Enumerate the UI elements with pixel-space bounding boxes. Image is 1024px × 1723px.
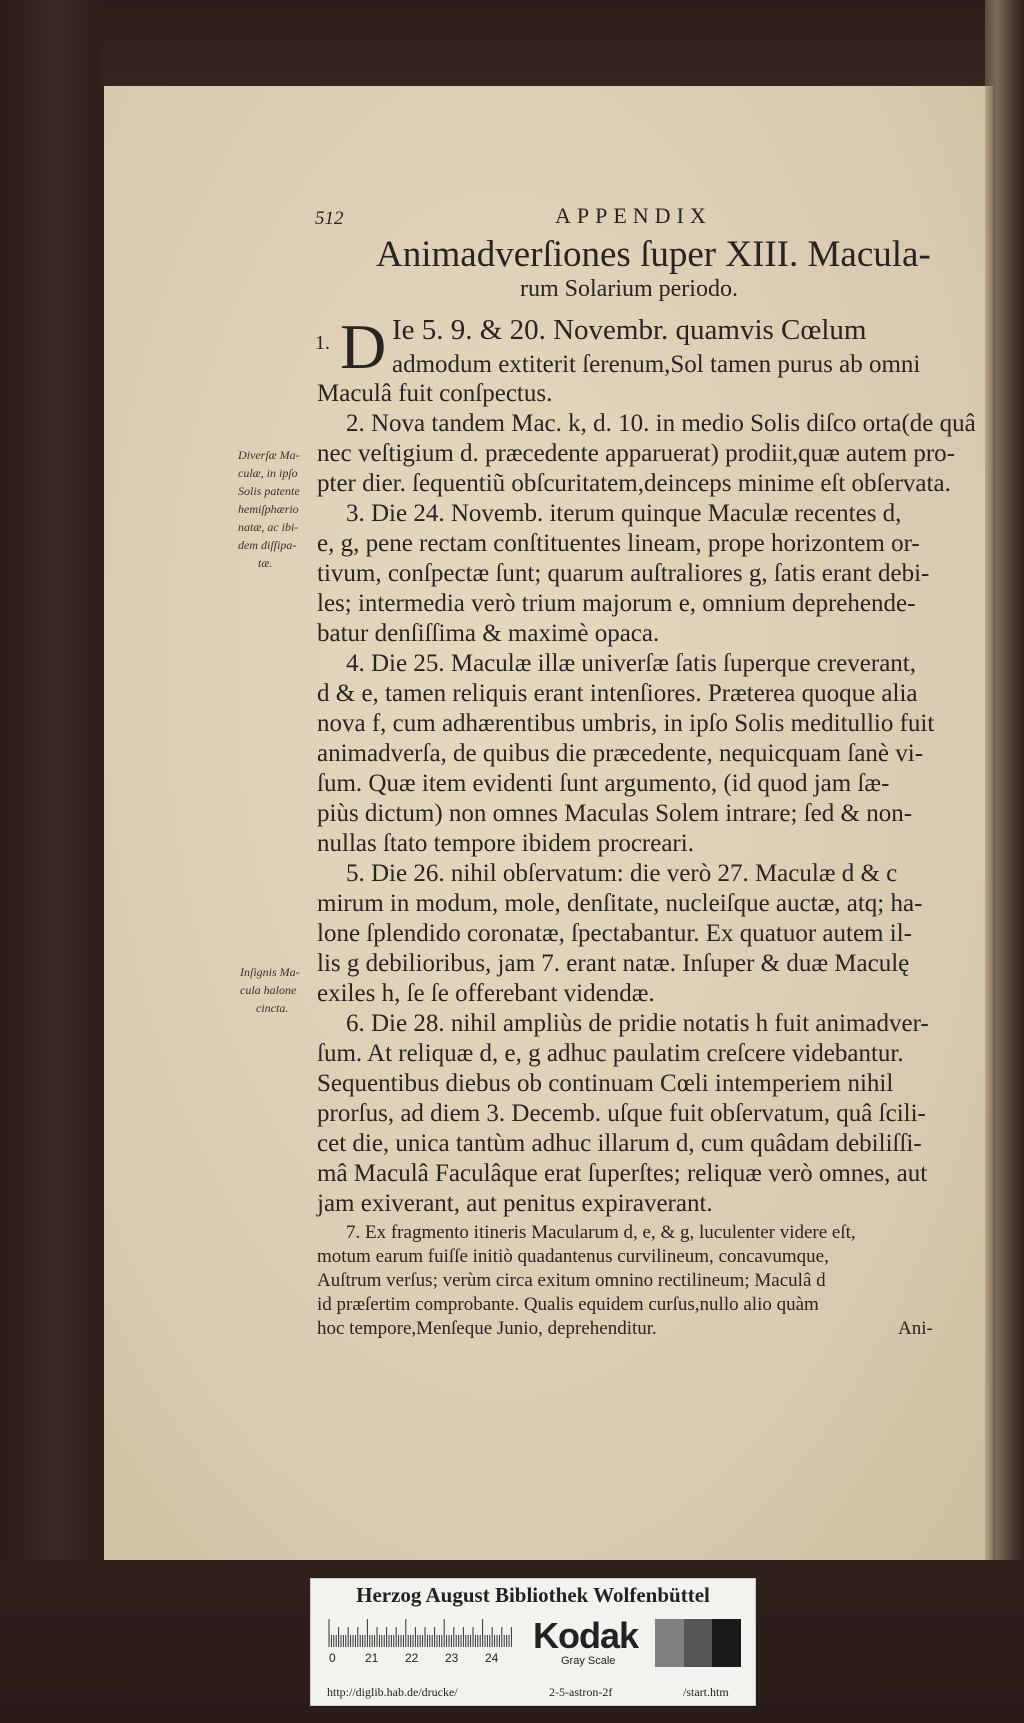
scan-background-top xyxy=(0,0,1024,88)
ruler-label: 23 xyxy=(445,1651,459,1665)
ruler-scale-icon xyxy=(327,1617,517,1647)
margin-note-line: hemiſphærio xyxy=(238,502,299,516)
ruler-label: 21 xyxy=(365,1651,379,1665)
url-middle: 2-5-astron-2f xyxy=(549,1685,613,1699)
body-line: 5. Die 26. nihil obſervatum: die verò 27. Maculæ d & c xyxy=(346,860,898,887)
body-line: tivum, conſpectæ ſunt; quarum auſtraliores g, ſatis erant debi- xyxy=(317,560,930,587)
body-line: batur denſiſſima & maximè opaca. xyxy=(317,620,660,647)
body-line: nec veſtigium d. præcedente apparuerat) prodiit,quæ autem pro- xyxy=(317,440,955,467)
page-number: 512 xyxy=(315,208,344,229)
margin-note-line: dem diſſipa- xyxy=(238,538,297,552)
body-line: ſum. At reliquæ d, e, g adhuc paulatim creſcere videbantur. xyxy=(317,1040,904,1067)
footnote-line: Auſtrum verſus; verùm circa exitum omnino rectilineum; Maculâ d xyxy=(317,1270,826,1291)
ruler-label: 0 xyxy=(329,1651,336,1665)
margin-note-line: natæ, ac ibi- xyxy=(238,520,299,534)
body-line: mirum in modum, mole, denſitate, nucleiſque auctæ, atq; ha- xyxy=(317,890,923,917)
footnote-line: motum earum fuiſſe initiò quadantenus curvilineum, concavumque, xyxy=(317,1246,829,1267)
body-line: nullas ſtato tempore ibidem procreari. xyxy=(317,830,694,857)
page-title: Animadverſiones ſuper XIII. Macula- xyxy=(376,234,931,275)
body-line: cet die, unica tantùm adhuc illarum d, cum quâdam debiliſſi- xyxy=(317,1130,922,1157)
margin-note xyxy=(240,963,310,1017)
calibration-card xyxy=(310,1578,756,1706)
body-line: nova f, cum adhærentibus umbris, in ipſo Solis meditullio fuit xyxy=(317,710,935,737)
page-edge xyxy=(985,86,993,1560)
body-line: jam exiverant, aut penitus expiraverant. xyxy=(317,1190,713,1217)
page-subtitle: rum Solarium periodo. xyxy=(520,276,738,302)
margin-note-line: Diverſæ Ma- xyxy=(238,448,300,462)
margin-note-line: culæ, in ipſo xyxy=(238,466,298,480)
body-line: lis g debilioribus, jam 7. erant natæ. Inſuper & duæ Maculę xyxy=(317,950,910,977)
body-line: lone ſplendido coronatæ, ſpectabantur. Ex quatuor autem il- xyxy=(317,920,912,947)
margin-note-line: cula halone xyxy=(240,983,297,997)
body-line: mâ Maculâ Faculâque erat ſuperſtes; reliquæ verò omnes, aut xyxy=(317,1160,928,1187)
body-line: animadverſa, de quibus die præcedente, nequicquam ſanè vi- xyxy=(317,740,924,767)
kodak-logo: Kodak xyxy=(533,1615,639,1656)
footnote-line: id præſertim comprobante. Qualis equidem curſus,nullo alio quàm xyxy=(317,1294,819,1315)
body-line: pter dier. ſequentiũ obſcuritatem,deinceps minime eſt obſervata. xyxy=(317,470,951,497)
body-line: 2. Nova tandem Mac. k, d. 10. in medio Solis diſco orta(de quâ xyxy=(346,410,976,437)
margin-note-line: tæ. xyxy=(258,556,273,570)
gray-scale-label: Gray Scale xyxy=(561,1655,616,1667)
body-line: 3. Die 24. Novemb. iterum quinque Maculæ recentes d, xyxy=(346,500,902,527)
body-line: 4. Die 25. Maculæ illæ univerſæ ſatis ſuperque creverant, xyxy=(346,650,916,677)
gray-patch xyxy=(684,1619,713,1667)
body-line: exiles h, ſe ſe offerebant videndæ. xyxy=(317,980,655,1007)
section1-line: Ie 5. 9. & 20. Novembr. quamvis Cœlum xyxy=(392,314,867,346)
margin-note-line: Solis patente xyxy=(238,484,300,498)
url-right: /start.htm xyxy=(683,1685,729,1699)
section1-line: admodum extiterit ſerenum,Sol tamen purus ab omni xyxy=(392,351,921,378)
catchword: Ani- xyxy=(898,1318,933,1339)
ruler-label: 24 xyxy=(485,1651,499,1665)
url-left: http://diglib.hab.de/drucke/ xyxy=(327,1685,458,1699)
institution-label: Herzog August Bibliothek Wolfenbüttel xyxy=(356,1583,710,1607)
scan-background-left xyxy=(0,0,100,1723)
body-line: e, g, pene rectam conſtituentes lineam, prope horizontem or- xyxy=(317,530,920,557)
footnote-line: hoc tempore,Menſeque Junio, deprehenditur. xyxy=(317,1318,657,1339)
body-line: Sequentibus diebus ob continuam Cœli intemperiem nihil xyxy=(317,1070,894,1097)
section1-line: Maculâ fuit conſpectus. xyxy=(317,380,553,407)
body-line: 6. Die 28. nihil ampliùs de pridie notatis h fuit animadver- xyxy=(346,1010,929,1037)
margin-note-line: Inſignis Ma- xyxy=(240,965,300,979)
margin-note xyxy=(238,446,308,572)
body-line: prorſus, ad diem 3. Decemb. uſque fuit obſervatum, quâ ſcili- xyxy=(317,1100,926,1127)
gray-patch xyxy=(712,1619,741,1667)
gray-patch xyxy=(655,1619,684,1667)
body-line: les; intermedia verò trium majorum e, omnium deprehende- xyxy=(317,590,916,617)
drop-cap: D xyxy=(340,311,387,382)
section-number: 1. xyxy=(315,332,330,354)
margin-note-line: cincta. xyxy=(256,1001,289,1015)
body-line: d & e, tamen reliquis erant intenſiores. Præterea quoque alia xyxy=(317,680,918,707)
body-line: piùs dictum) non omnes Maculas Solem intrare; ſed & non- xyxy=(317,800,913,827)
running-header: APPENDIX xyxy=(555,203,712,228)
footnote-line: 7. Ex fragmento itineris Macularum d, e, & g, luculenter videre eſt, xyxy=(346,1222,856,1243)
ruler-label: 22 xyxy=(405,1651,419,1665)
body-line: ſum. Quæ item evidenti ſunt argumento, (id quod jam ſæ- xyxy=(317,770,890,797)
gray-scale-patches xyxy=(655,1619,741,1667)
